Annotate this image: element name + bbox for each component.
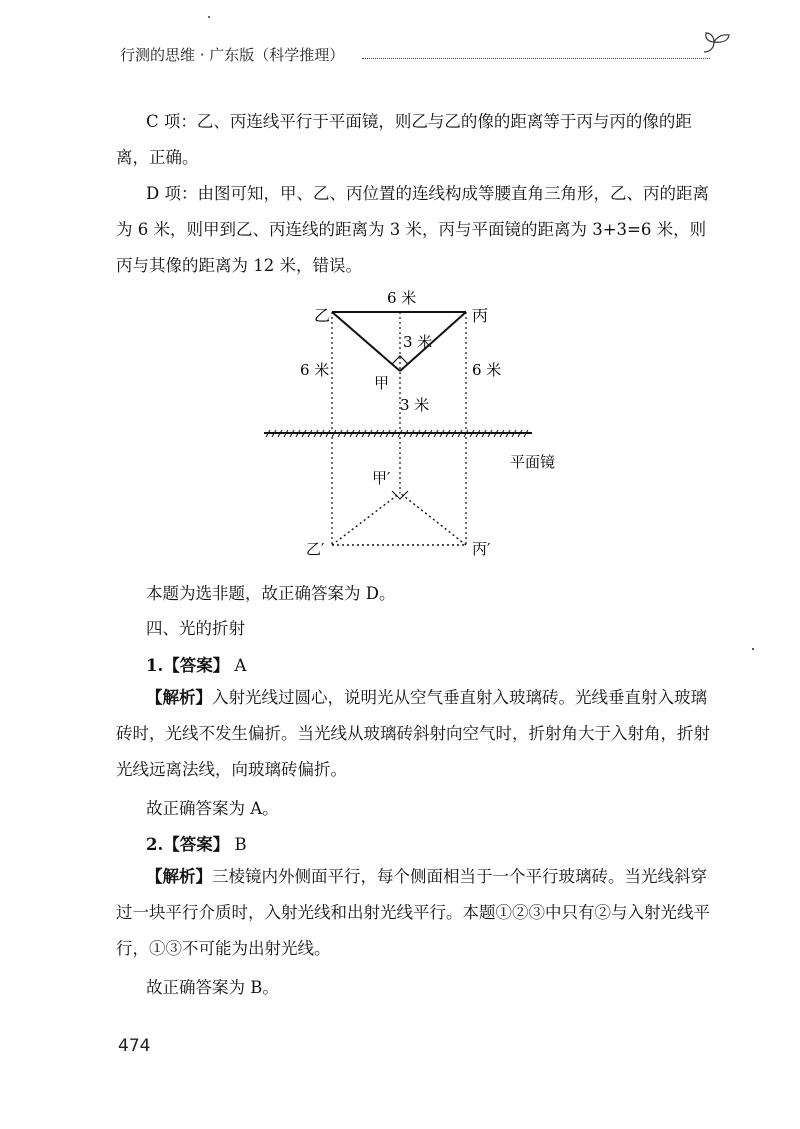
- section-title: 四、光的折射: [146, 619, 245, 638]
- label-yi-image: 乙′: [306, 540, 325, 558]
- ink-dot: [208, 16, 210, 18]
- label-top-distance: 6 米: [387, 289, 417, 307]
- header-title: 行测的思维 · 广东版（科学推理）: [120, 46, 345, 64]
- q2-analysis-text: 三棱镜内外侧面平行，每个侧面相当于一个平行玻璃砖。当光线斜穿过一块平行介质时，入射光线和出射光线平行。本题①②③中只有②与入射光线平行，①③不可能为出射光线。: [116, 867, 710, 958]
- q1-answer-line: [146, 652, 246, 676]
- sprout-icon: [702, 28, 732, 54]
- q2-answer: B: [234, 835, 247, 854]
- label-bing: 丙: [472, 306, 489, 325]
- q1-answer: A: [234, 656, 247, 675]
- label-jia-image: 甲′: [372, 469, 391, 487]
- conclusion-d: 本题为选非题，故正确答案为 D。: [146, 584, 396, 603]
- label-right-6m: 6 米: [472, 361, 502, 379]
- label-jia-distance: 3 米: [403, 333, 433, 351]
- mirror-diagram-svg: [260, 283, 556, 558]
- line-yi-jia: [332, 312, 400, 371]
- label-left-6m: 6 米: [300, 361, 330, 379]
- q1-analysis-paragraph: [116, 680, 712, 788]
- q1-analysis-label: 【解析】: [146, 688, 212, 707]
- running-header: [120, 44, 720, 70]
- mirror-diagram: [260, 283, 556, 558]
- image-line-bing-jia: [400, 493, 466, 545]
- q2-conclusion: 故正确答案为 B。: [146, 978, 279, 997]
- q1-conclusion: 故正确答案为 A。: [146, 799, 279, 818]
- paragraph-d-item: D 项：由图可知，甲、乙、丙位置的连线构成等腰直角三角形，乙、丙的距离为 6 米，则甲到乙、丙连线的距离为 3 米，丙与平面镜的距离为 3+3=6 米，则丙与其像的距离为 12 米，错误。: [116, 184, 709, 275]
- page-number: 474: [118, 1036, 151, 1056]
- paragraph-c-item: C 项：乙、丙连线平行于平面镜，则乙与乙的像的距离等于丙与丙的像的距离，正确。: [116, 112, 692, 167]
- label-mirror-distance: 3 米: [400, 396, 430, 414]
- q2-analysis-paragraph: [116, 859, 712, 967]
- image-line-yi-jia: [332, 493, 400, 545]
- q2-prefix: 2.【答案】: [146, 835, 230, 854]
- label-mirror: 平面镜: [510, 453, 556, 471]
- label-bing-image: 丙′: [472, 540, 491, 558]
- q2-answer-line: [146, 831, 247, 855]
- header-rule: [362, 58, 710, 59]
- margin-mark: [752, 648, 754, 650]
- q1-analysis-text: 入射光线过圆心，说明光从空气垂直射入玻璃砖。光线垂直射入玻璃砖时，光线不发生偏折。当光线从玻璃砖斜射向空气时，折射角大于入射角，折射光线远离法线，向玻璃砖偏折。: [116, 688, 710, 779]
- q1-prefix: 1.【答案】: [146, 656, 230, 675]
- q2-analysis-label: 【解析】: [146, 867, 212, 886]
- label-yi: 乙: [314, 306, 331, 325]
- label-jia: 甲: [374, 374, 390, 392]
